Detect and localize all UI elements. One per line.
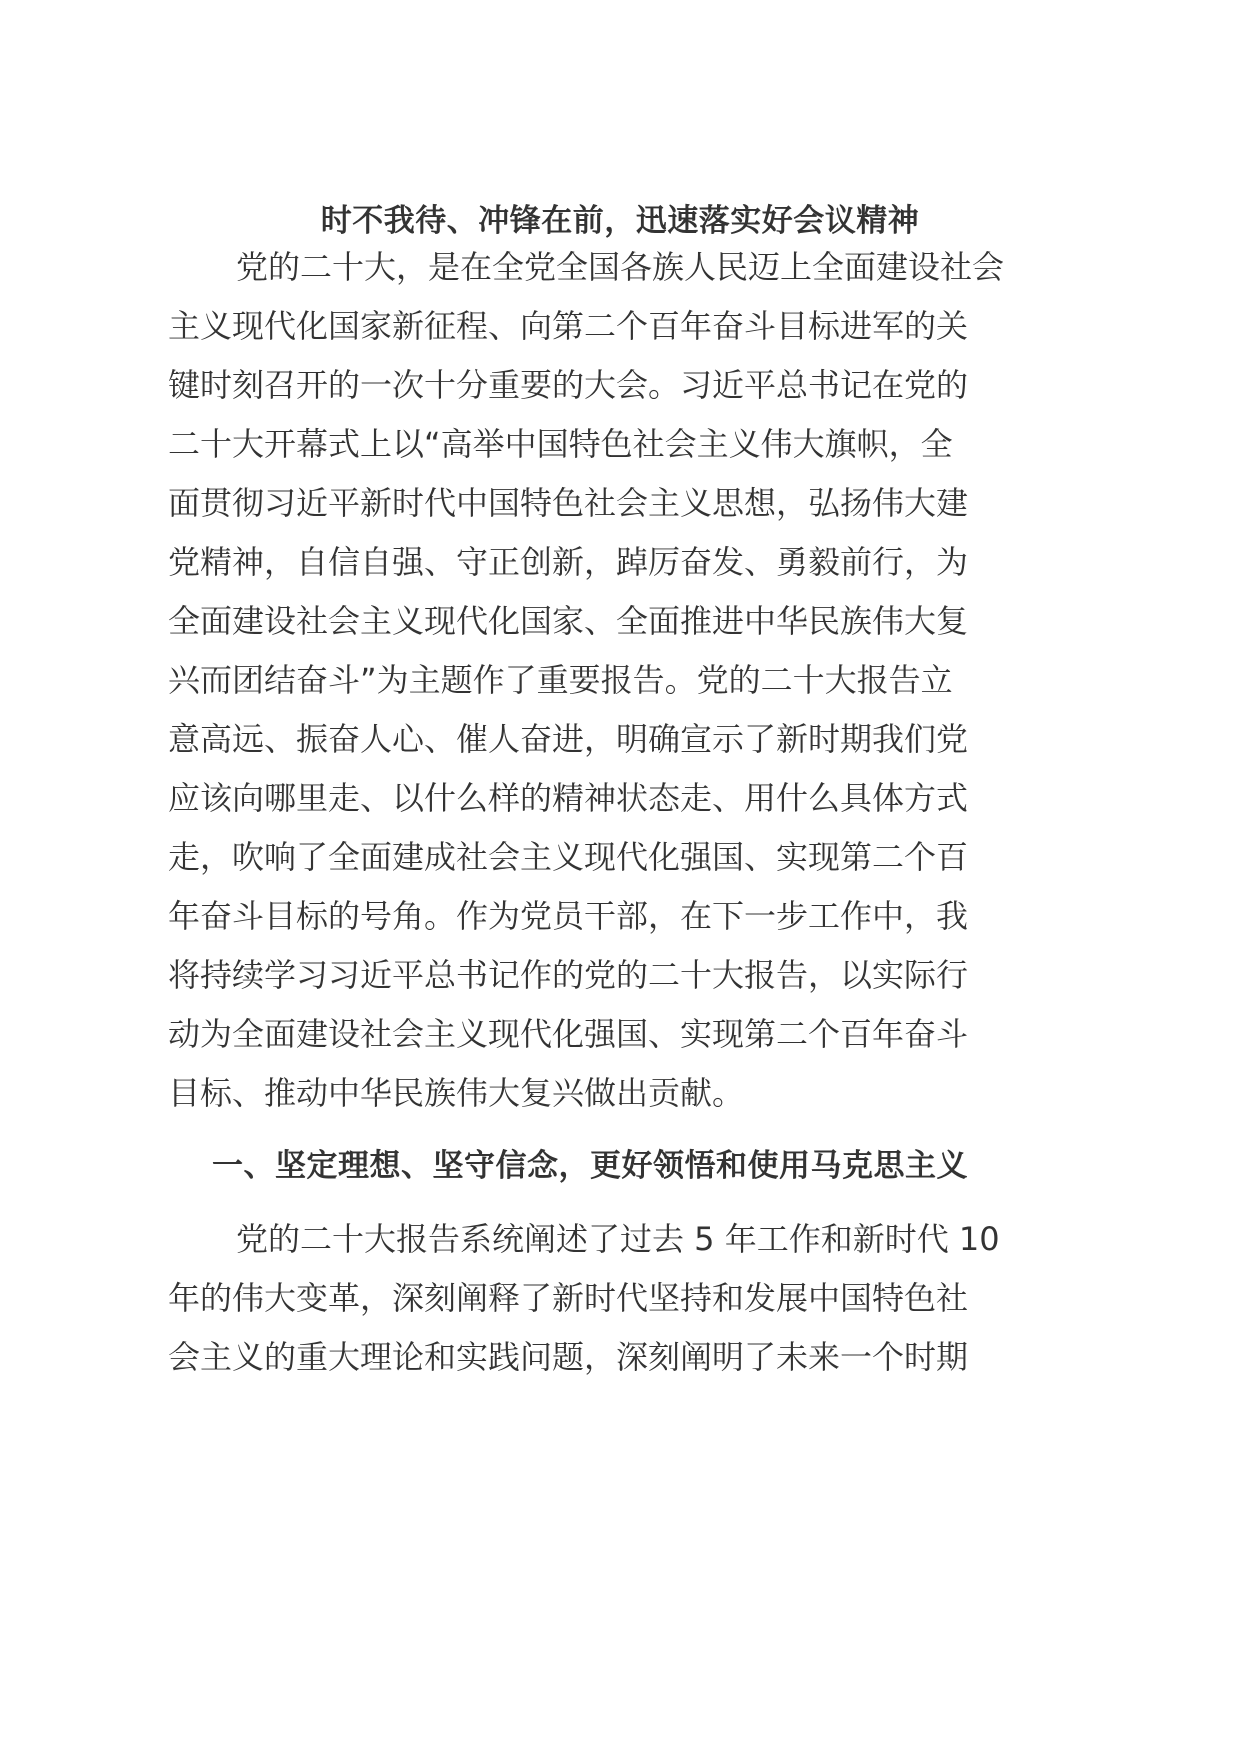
paragraph-line: 党的二十大，是在全党全国各族人民迈上全面建设社会 xyxy=(236,248,1005,286)
paragraph-line: 党精神，自信自强、守正创新，踔厉奋发、勇毅前行，为 xyxy=(168,543,969,581)
paragraph-line: 应该向哪里走、以什么样的精神状态走、用什么具体方式 xyxy=(168,779,969,817)
paragraph-line: 年的伟大变革，深刻阐释了新时代坚持和发展中国特色社 xyxy=(168,1279,969,1317)
paragraph-line: 全面建设社会主义现代化国家、全面推进中华民族伟大复 xyxy=(168,602,969,640)
paragraph-line: 会主义的重大理论和实践问题，深刻阐明了未来一个时期 xyxy=(168,1338,969,1376)
paragraph-line: 走，吹响了全面建成社会主义现代化强国、实现第二个百 xyxy=(168,838,969,876)
paragraph-line: 动为全面建设社会主义现代化强国、实现第二个百年奋斗 xyxy=(168,1015,969,1053)
paragraph-line: 二十大开幕式上以“高举中国特色社会主义伟大旗帜，全 xyxy=(168,425,953,463)
document-title: 时不我待、冲锋在前，迅速落实好会议精神 xyxy=(320,203,920,239)
paragraph-line: 面贯彻习近平新时代中国特色社会主义思想，弘扬伟大建 xyxy=(168,484,969,522)
paragraph-line: 意高远、振奋人心、催人奋进，明确宣示了新时期我们党 xyxy=(168,720,969,758)
paragraph-line: 年奋斗目标的号角。作为党员干部，在下一步工作中，我 xyxy=(168,897,969,935)
paragraph-line: 主义现代化国家新征程、向第二个百年奋斗目标进军的关 xyxy=(168,307,969,345)
paragraph-line: 将持续学习习近平总书记作的党的二十大报告，以实际行 xyxy=(168,956,969,994)
paragraph-line: 键时刻召开的一次十分重要的大会。习近平总书记在党的 xyxy=(168,366,969,404)
paragraph-line: 兴而团结奋斗”为主题作了重要报告。党的二十大报告立 xyxy=(168,661,953,699)
section-heading: 一、坚定理想、坚守信念，更好领悟和使用马克思主义 xyxy=(212,1148,968,1184)
paragraph-line: 党的二十大报告系统阐述了过去 5 年工作和新时代 10 xyxy=(236,1220,1000,1258)
paragraph-line: 目标、推动中华民族伟大复兴做出贡献。 xyxy=(168,1074,745,1112)
